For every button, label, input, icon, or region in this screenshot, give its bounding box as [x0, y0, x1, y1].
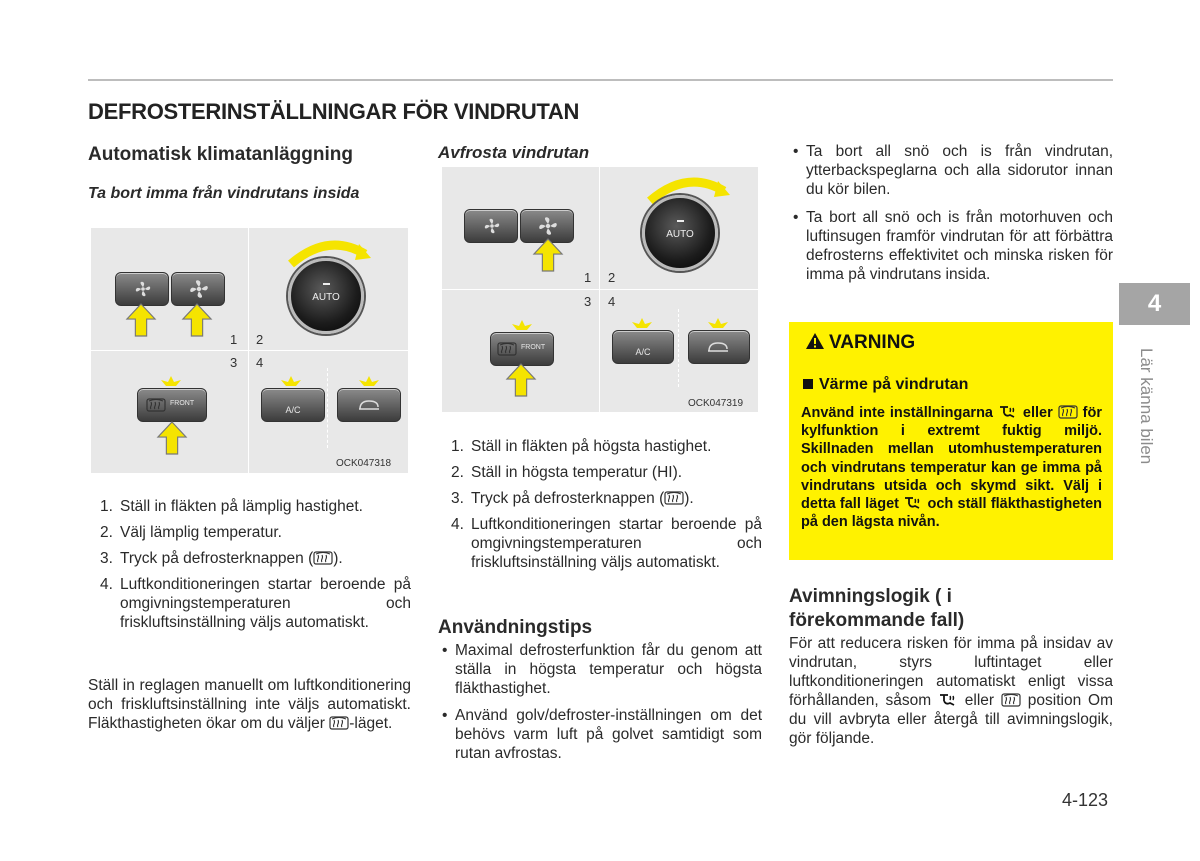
figure-label-3: 3 [230, 355, 238, 370]
list-item: • Maximal defrosterfunktion får du genom att ställa in högsta temperatur och högsta fläkthastighet. [442, 642, 762, 697]
section-heading-logic: Avimningslogik ( i förekommande fall) [789, 586, 965, 631]
defrost-icon [146, 398, 166, 412]
chapter-title: Lär känna bilen [1137, 348, 1156, 465]
defrost-icon [1058, 405, 1078, 419]
list-item: • Ta bort all snö och is från motorhuven och luftinsugen framför vindrutan för att förbättra defrosterns effektivitet och minska risken för imma på vindrutans insida. [793, 209, 1113, 283]
front-defrost-button-illustration [490, 332, 554, 366]
front-label: FRONT [521, 344, 546, 351]
auto-knob-illustration [642, 195, 718, 271]
figure-code: OCK047318 [336, 458, 392, 469]
warning-triangle-icon [805, 332, 825, 350]
ac-label: A/C [285, 405, 301, 415]
header-rule [88, 79, 1113, 81]
arrow-up-icon [532, 237, 564, 273]
defrost-icon [329, 716, 349, 730]
subheading-defog: Ta bort imma från vindrutans insida [88, 185, 360, 202]
fan-large-icon [537, 215, 559, 237]
list-item: 1. Ställ in fläkten på lämplig hastighet. [100, 498, 363, 515]
floor-defrost-icon [903, 496, 923, 510]
warning-title: VARNING [805, 332, 915, 354]
section-heading-tips: Användningstips [438, 617, 593, 638]
defrost-icon [497, 342, 517, 356]
recirculation-button-illustration [688, 330, 750, 364]
tips-list [442, 641, 762, 763]
figure-label-4: 4 [256, 355, 264, 370]
floor-defrost-icon [938, 693, 958, 707]
fan-small-icon [483, 217, 501, 235]
figure-label-3: 3 [584, 294, 592, 309]
indicator-glow-icon [508, 318, 536, 334]
front-defrost-button-illustration [137, 388, 207, 422]
ac-label: A/C [635, 347, 651, 357]
list-item: 1. Ställ in fläkten på högsta hastighet. [451, 438, 712, 455]
list-item: 3. Tryck på defrosterknappen ( ). [100, 550, 343, 567]
recirculation-button-illustration [337, 388, 401, 422]
fan-small-icon [134, 280, 152, 298]
fan-up-button-illustration [171, 272, 225, 306]
manual-paragraph: Ställ in reglagen manuellt om luftkonditionering och friskluftsinställning inte väljs automatiskt. Fläkthastigheten ökar om du väljer -läget. [88, 677, 411, 732]
logic-paragraph: För att reducera risken för imma på insidav av vindrutan, styrs luftintaget eller luftkonditioneringen automatiskt enligt vissa förhållanden, såsom eller position Om du vill avbryta eller återgå till avimningslogik, gör följande. [789, 635, 1114, 747]
fan-down-button-illustration [464, 209, 518, 243]
list-item: • Ta bort all snö och is från vindrutan, ytterbackspeglarna och alla sidorutor innan du kör bilen. [793, 143, 1113, 198]
recirculation-icon [705, 340, 731, 354]
arrow-up-icon [156, 420, 188, 456]
figure-label-2: 2 [256, 332, 264, 347]
figure-label-1: 1 [230, 332, 238, 347]
arrow-up-icon [505, 362, 537, 398]
auto-knob-illustration [288, 258, 364, 334]
warning-box [789, 322, 1113, 560]
arrow-up-icon [181, 302, 213, 338]
warning-subtitle: Värme på vindrutan [803, 376, 968, 394]
knob-label: AUTO [312, 292, 340, 303]
defog-steps [100, 497, 411, 632]
subheading-defrost: Avfrosta vindrutan [438, 143, 590, 162]
indicator-glow-icon [355, 374, 383, 390]
warning-body: Använd inte inställningarna eller för kylfunktion i extremt fuktig miljö. Skillnaden mellan utomhustemperaturen och vindrutans temperatur kan ge imma på vindrutans utsida och skymd sikt. Välj i detta fall läget och ställ fläkthastigheten på den lägsta nivån. [801, 405, 1102, 531]
fan-down-button-illustration [115, 272, 169, 306]
defrost-icon [313, 551, 333, 565]
figure-label-4: 4 [608, 294, 616, 309]
list-item: • Använd golv/defroster-inställningen om det behövs varm luft på golvet samtidigt som rutan avfrostas. [442, 707, 762, 762]
indicator-glow-icon [277, 374, 305, 390]
indicator-glow-icon [704, 316, 732, 332]
figure-code: OCK047319 [688, 398, 744, 409]
recirculation-icon [356, 398, 382, 412]
knob-label: AUTO [666, 229, 694, 240]
figure-label-1: 1 [584, 270, 592, 285]
defrost-icon [1001, 693, 1021, 707]
fan-large-icon [188, 278, 210, 300]
defrost-icon [664, 491, 684, 505]
list-item: 2. Ställ in högsta temperatur (HI). [451, 464, 683, 481]
ac-button-illustration [612, 330, 674, 364]
front-label: FRONT [170, 400, 195, 407]
snow-bullets [793, 142, 1113, 284]
list-item: 3. Tryck på defrosterknappen ( ). [451, 490, 694, 507]
floor-defrost-icon [998, 405, 1018, 419]
list-item: 4. Luftkonditioneringen startar beroende på omgivningstemperaturen och friskluftsinställning väljs automatiskt. [100, 576, 411, 631]
arrow-up-icon [125, 302, 157, 338]
ac-button-illustration [261, 388, 325, 422]
page-title: DEFROSTERINSTÄLLNINGAR FÖR VINDRUTAN [88, 99, 580, 124]
list-item: 4. Luftkonditioneringen startar beroende på omgivningstemperaturen och friskluftsinställning väljs automatiskt. [451, 516, 762, 571]
figure-defog [91, 228, 408, 473]
page-number: 4-123 [1062, 790, 1109, 810]
indicator-glow-icon [628, 316, 656, 332]
section-heading-automatic: Automatisk klimatanläggning [88, 144, 353, 165]
list-item: 2. Välj lämplig temperatur. [100, 524, 282, 541]
chapter-tab: 4 [1119, 283, 1190, 325]
square-bullet-icon [803, 379, 813, 389]
figure-defrost [442, 167, 758, 412]
indicator-glow-icon [157, 374, 185, 390]
defrost-steps [451, 437, 762, 572]
figure-label-2: 2 [608, 270, 616, 285]
